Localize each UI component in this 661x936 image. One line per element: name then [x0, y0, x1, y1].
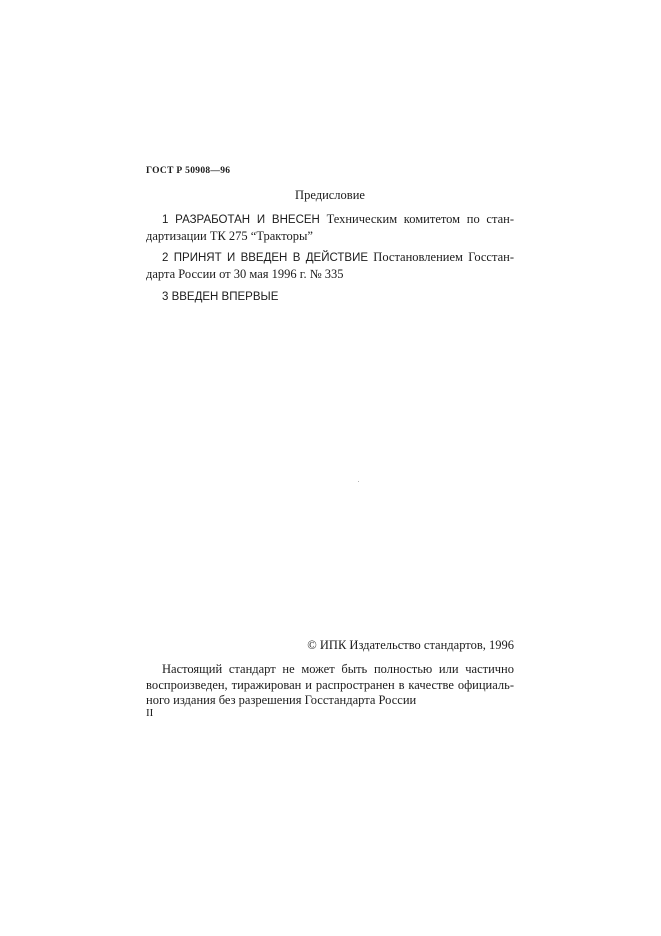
document-code: ГОСТ Р 50908—96	[146, 166, 231, 176]
notice-line-1: Настоящий стандарт не может быть полностью или частично	[162, 662, 514, 676]
foreword-item-2-lead: 2 ПРИНЯТ И ВВЕДЕН В ДЕЙСТВИЕ	[162, 252, 369, 264]
foreword-item-3-lead: 3 ВВЕДЕН ВПЕРВЫЕ	[162, 291, 279, 303]
page-number: II	[146, 707, 154, 719]
foreword-item-1-line-1	[146, 212, 514, 229]
notice-line-3: ного издания без разрешения Госстандарта России	[146, 693, 417, 707]
foreword-item-1-line-2: дартизации ТК 275 “Тракторы”	[146, 228, 313, 243]
scan-speck	[358, 481, 359, 482]
foreword-item-2-rest: Постановлением Госстан-	[368, 250, 514, 264]
foreword-item-1-lead: 1 РАЗРАБОТАН И ВНЕСЕН	[162, 214, 320, 226]
foreword-item-2-line-2: дарта России от 30 мая 1996 г. № 335	[146, 266, 344, 281]
reproduction-notice	[146, 662, 514, 709]
foreword-item-2	[146, 250, 514, 282]
foreword-item-3	[146, 289, 514, 306]
foreword-title: Предисловие	[295, 188, 365, 202]
notice-line-2: воспроизведен, тиражирован и распространен в качестве официаль-	[146, 677, 514, 692]
foreword-item-1	[146, 212, 514, 244]
foreword-item-2-line-1	[146, 250, 514, 267]
copyright-line: © ИПК Издательство стандартов, 1996	[307, 638, 514, 652]
foreword-item-3-line-1	[146, 289, 514, 306]
foreword-item-1-rest: Техническим комитетом по стан-	[319, 212, 514, 226]
